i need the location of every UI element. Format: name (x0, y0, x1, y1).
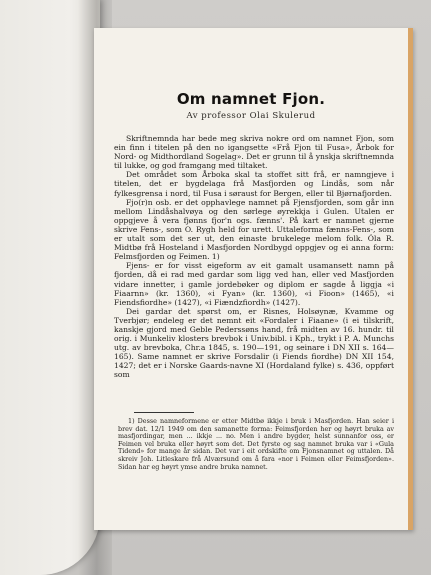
footnote-rule (134, 412, 194, 413)
book-page (94, 28, 413, 530)
paragraph: Dei gardar det spørst om, er Risnes, Holsøynæ, Kvamme og Tverbjør; endeleg er det nemnt eit «Fordaler i Fiaane» (i ei tilskrift, kanskje gjord med Geble Pederssøns hand, frå midten av 16. hundr. til orig. i Munkeliv klosters brevbok i Univ.bibl. i Kph., trykt i P. A. Munchs utg. av brevboka, Chr.a 1845, s. 190—191, og seinare i DN XII s. 164—165). Same namnet er skrive Forsdalir (i Fiends fiordhe) DN XII 154, 1427; det er i Norske Gaards-navne XI (Hordaland fylke) s. 436, oppført som (114, 306, 394, 380)
article-body (114, 134, 394, 380)
paragraph: Fjens- er for visst eigeform av eit gamalt usamansett namn på fjorden, då ei rad med gardar som ligg ved han, eller ved Masfjorden vidare innetter, i gamle jordebøker og diplom er sagde å liggja «i Fiaarnn» (kr. 1360), «i Fyan» (kr. 1360), «i Fioon» (1465), «i Fiendsfiordhe» (1427), «i Fiændzfiordh» (1427). (114, 261, 394, 307)
footnote (118, 418, 394, 471)
paragraph: Det området som Årboka skal ta stoffet sitt frå, er namngjeve i titelen, det er bygdelaga frå Masfjorden og Lindås, som når fylkesgrensa i nord, til Fusa i søraust for Bergen, eller til Bjørnafjorden. (114, 170, 394, 198)
footnote-text: 1) Desse namneformene er etter Midtbø ikkje i bruk i Masfjorden. Han seier i brev dat. 12/1 1949 om den samanette forma: Feimsfjorden her og høyrt bruka av masfjordingar, men ... ikkje ... no. Men i andre bygder, helst sunnanfor oss, er Feimen vel bruka eller høyrt som det. Det fyrste og sag namnet bruka var i «Gula Tidend» for mange år sidan. Det var i eit ordskifte om Fjonsnamnet og uttalen. Då skreiv Joh. Litleskare frå Alværsund om å fara «nor i Feimen eller Feimsfjorden». Sidan har eg høyrt ymse andre bruka namnet. (118, 417, 394, 471)
article-author: Av professor Olai Skulerud (186, 111, 316, 121)
paragraph: Skriftnemnda har bede meg skriva nokre ord om namnet Fjon, som ein finn i titelen på den no igangsette «Frå Fjon til Fusa», Årbok for Nord- og Midthordland Sogelag». Det er grunn til å ynskja skriftnemnda til lukke, og god framgang med tiltaket. (114, 134, 394, 171)
article-title: Om namnet Fjon. (176, 90, 326, 108)
paragraph: Fjo(r)n osb. er det opphavlege namnet på Fjensfjorden, som går inn mellom Lindåshalvøya og den sørlege øyrekkja i Gulen. Utalen er oppgjeve å vera fjønns fjor'n ogs. fænns'. På kart er namnet gjerne skrive Fens-, som O. Rygh held for urett. Uttaleforma fænns-Fens-, som er utalt som det ser ut, den einaste brukelege melom folk. Óla R. Midtbø frå Hosteland i Masfjorden Nordbygd oppgjev og ei anna form: Felmsfjorden og Feimen. 1) (114, 197, 394, 262)
